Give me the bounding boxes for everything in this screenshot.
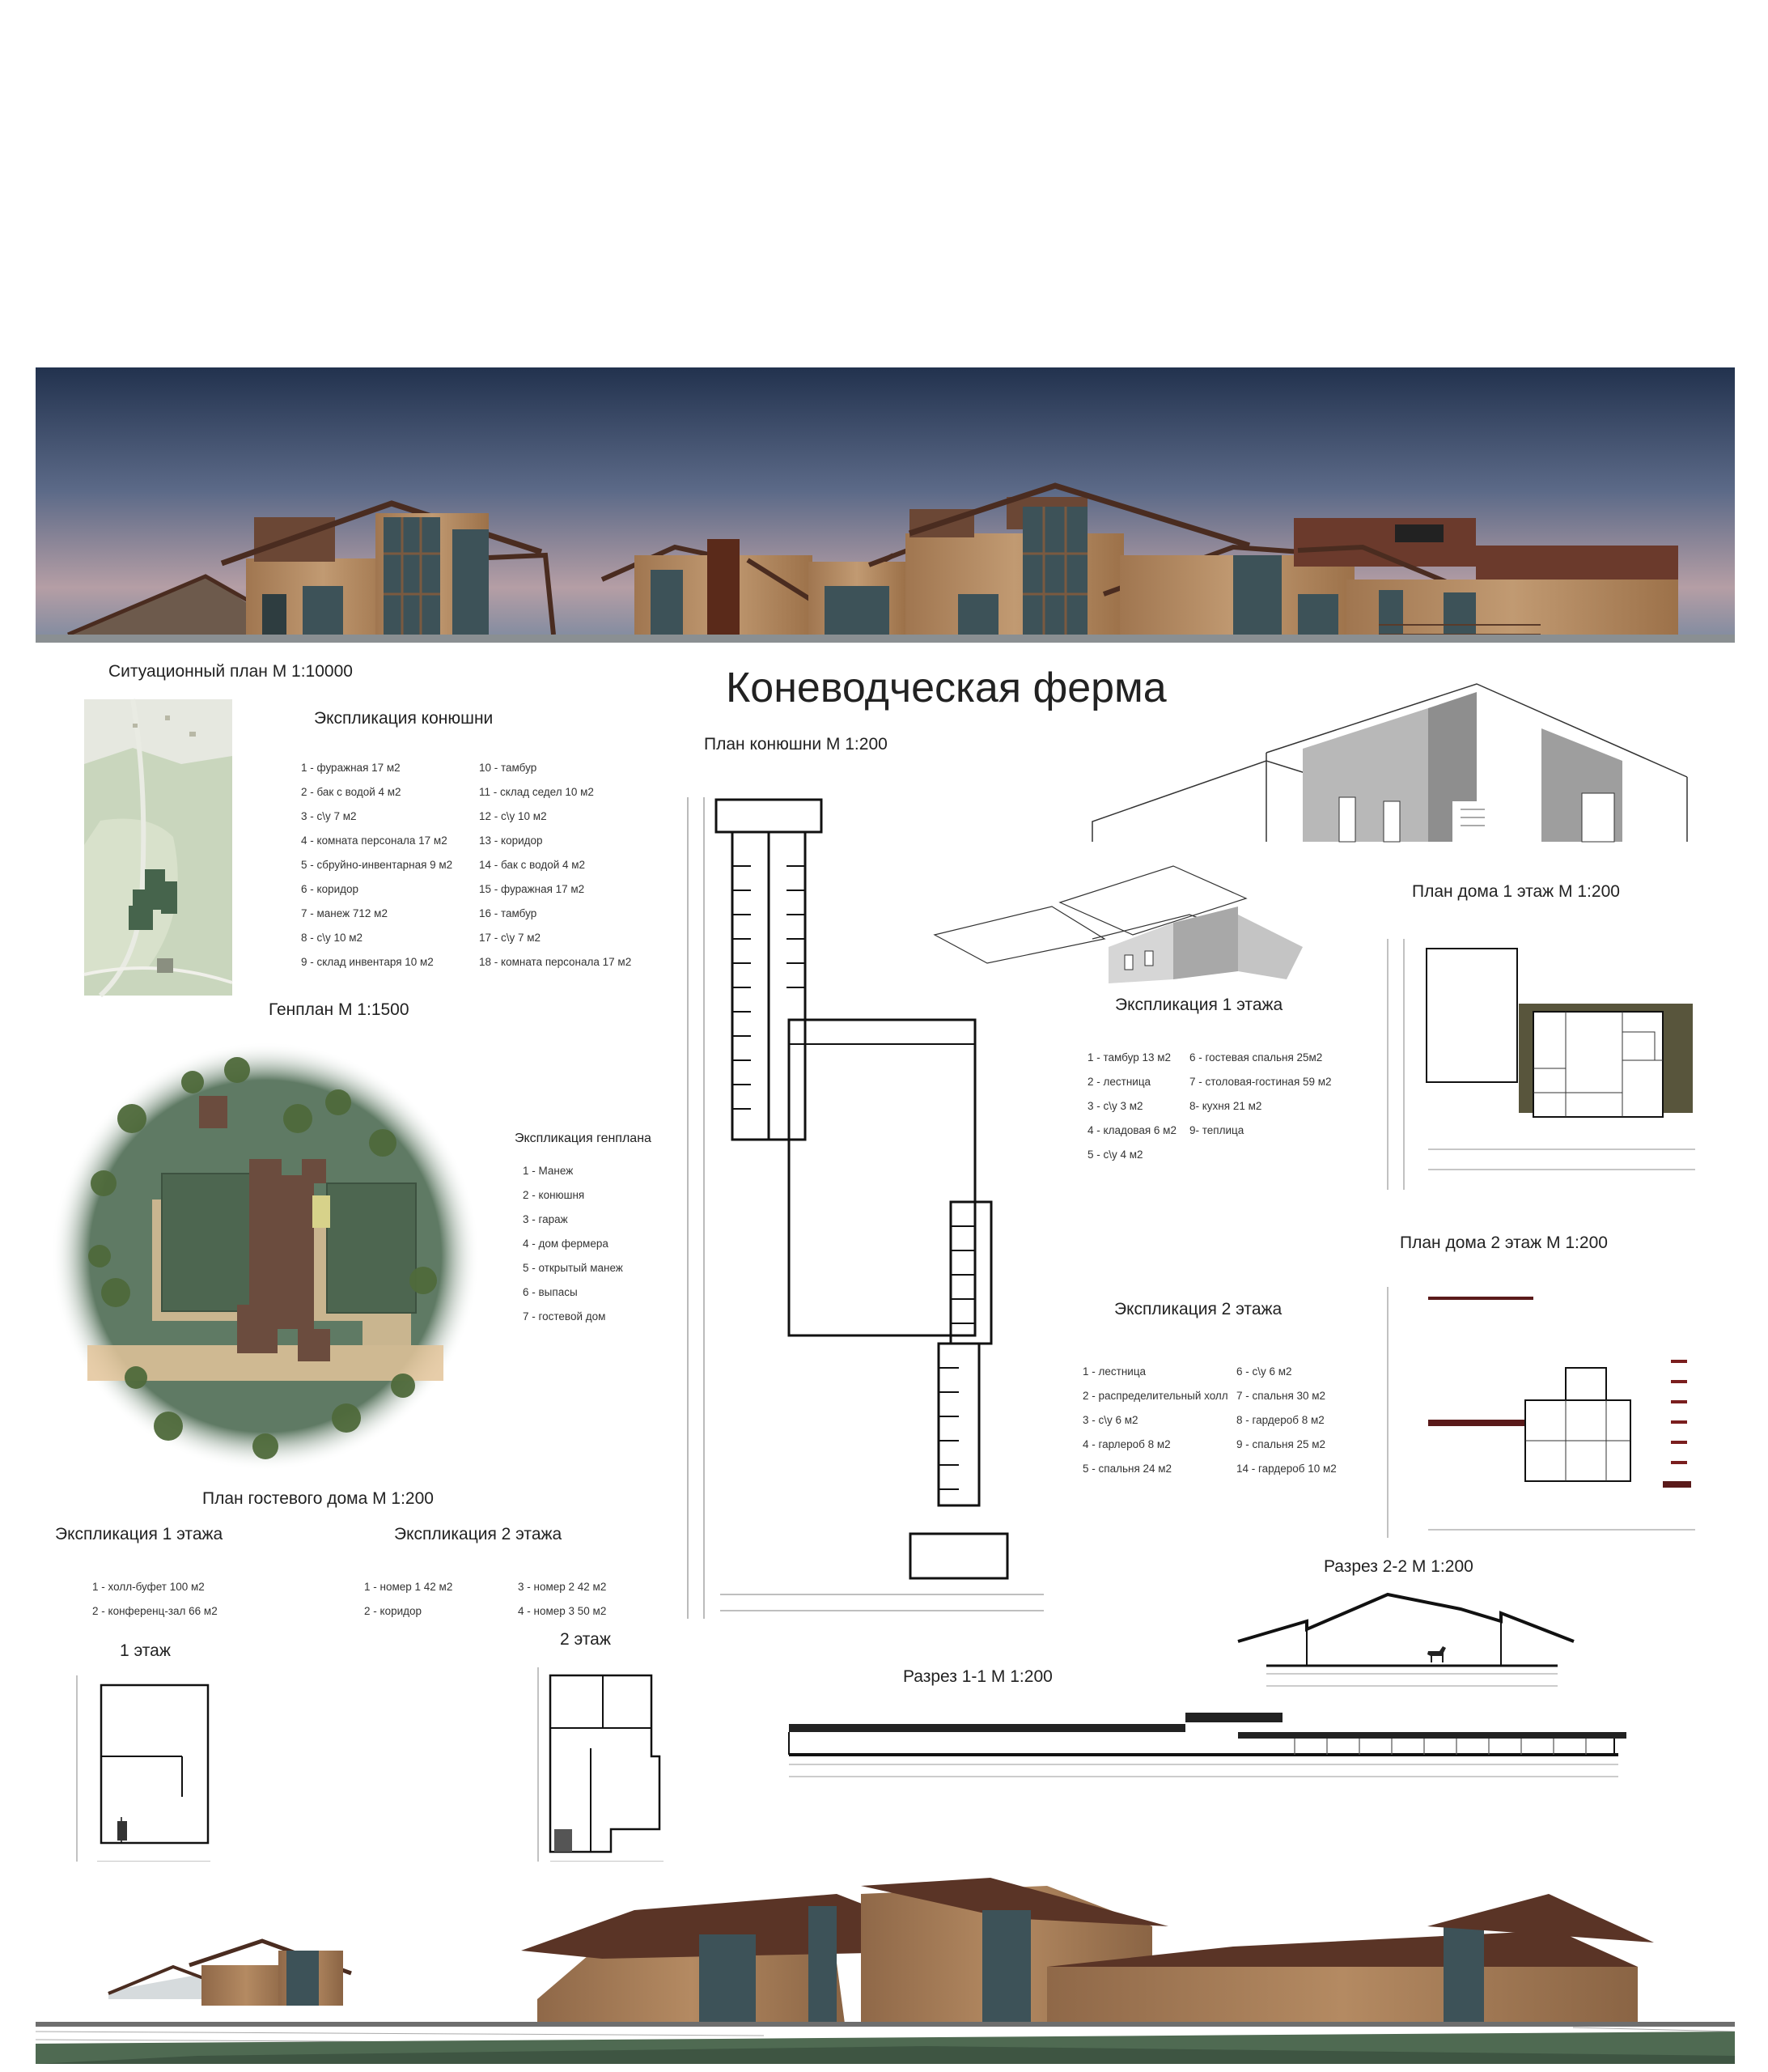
genplan-explication-list xyxy=(523,1159,623,1329)
genplan-site-plan xyxy=(55,1038,476,1475)
section-22-drawing xyxy=(1234,1585,1606,1698)
stable-explication-col2 xyxy=(479,756,631,974)
legend-item: 6 - с\у 6 м2 xyxy=(1236,1365,1292,1378)
legend-item: 5 - открытый манеж xyxy=(523,1262,623,1274)
legend-item: 18 - комната персонала 17 м2 xyxy=(479,956,632,968)
legend-item: 14 - гардероб 10 м2 xyxy=(1236,1463,1337,1475)
legend-item: 4 - номер 3 50 м2 xyxy=(518,1605,607,1617)
legend-item: 15 - фуражная 17 м2 xyxy=(479,883,585,895)
guest-house-plan-title: План гостевого дома М 1:200 xyxy=(202,1489,434,1508)
house-floor2-plan-title: План дома 2 этаж М 1:200 xyxy=(1400,1233,1608,1252)
house-floor1-plan-title: План дома 1 этаж М 1:200 xyxy=(1412,882,1620,901)
horse-icon xyxy=(1427,1646,1446,1662)
house-floor2-explication-col2 xyxy=(1236,1360,1337,1481)
guest-floor1-label: 1 этаж xyxy=(120,1641,171,1660)
legend-item: 6 - выпасы xyxy=(523,1286,578,1298)
genplan-title: Генплан М 1:1500 xyxy=(269,1000,409,1019)
legend-item: 5 - спальня 24 м2 xyxy=(1083,1463,1172,1475)
house-floor1-plan xyxy=(1380,939,1703,1198)
house-floor2-explication-col1 xyxy=(1083,1360,1228,1481)
legend-item: 1 - тамбур 13 м2 xyxy=(1088,1051,1172,1064)
section-22-title: Разрез 2-2 М 1:200 xyxy=(1324,1557,1473,1576)
legend-item: 3 - с\у 6 м2 xyxy=(1083,1414,1138,1426)
legend-item: 14 - бак с водой 4 м2 xyxy=(479,859,586,871)
guest-floor2-plan xyxy=(526,1667,672,1870)
legend-item: 9 - спальня 25 м2 xyxy=(1236,1438,1326,1450)
legend-item: 1 - холл-буфет 100 м2 xyxy=(92,1581,205,1593)
legend-item: 12 - с\у 10 м2 xyxy=(479,810,547,822)
legend-item: 5 - сбруйно-инвентарная 9 м2 xyxy=(301,859,453,871)
legend-item: 2 - конференц-зал 66 м2 xyxy=(92,1605,218,1617)
legend-item: 13 - коридор xyxy=(479,834,543,847)
situation-plan-map xyxy=(84,699,232,996)
legend-item: 9 - склад инвентаря 10 м2 xyxy=(301,956,434,968)
guest-floor2-explication-col2 xyxy=(518,1575,606,1624)
legend-item: 7 - столовая-гостиная 59 м2 xyxy=(1189,1076,1332,1088)
legend-item: 2 - распределительный холл xyxy=(1083,1390,1228,1402)
legend-item: 11 - склад седел 10 м2 xyxy=(479,786,594,798)
legend-item: 2 - коридор xyxy=(364,1605,422,1617)
guest-floor2-explication-title: Экспликация 2 этажа xyxy=(394,1525,562,1543)
legend-item: 10 - тамбур xyxy=(479,762,537,774)
legend-item: 2 - бак с водой 4 м2 xyxy=(301,786,401,798)
guest-floor1-explication-title: Экспликация 1 этажа xyxy=(55,1525,223,1543)
legend-item: 8 - с\у 10 м2 xyxy=(301,932,363,944)
house-axonometric xyxy=(931,858,1367,987)
bottom-render xyxy=(36,1862,1735,2064)
stable-explication-col1 xyxy=(301,756,452,974)
guest-floor2-explication-col1 xyxy=(364,1575,452,1624)
legend-item: 17 - с\у 7 м2 xyxy=(479,932,541,944)
legend-item: 4 - кладовая 6 м2 xyxy=(1088,1124,1177,1136)
page-title: Коневодческая ферма xyxy=(726,664,1167,711)
legend-item: 8 - гардероб 8 м2 xyxy=(1236,1414,1325,1426)
guest-floor1-explication-list xyxy=(92,1575,218,1624)
legend-item: 3 - номер 2 42 м2 xyxy=(518,1581,607,1593)
legend-item: 2 - лестница xyxy=(1088,1076,1151,1088)
legend-item: 3 - с\у 3 м2 xyxy=(1088,1100,1143,1112)
genplan-explication-title: Экспликация генплана xyxy=(515,1132,651,1145)
stable-explication-title: Экспликация конюшни xyxy=(314,709,494,728)
legend-item: 3 - с\у 7 м2 xyxy=(301,810,357,822)
stable-plan-title: План конюшни М 1:200 xyxy=(704,735,888,754)
legend-item: 7 - манеж 712 м2 xyxy=(301,907,388,919)
house-floor1-explication-title: Экспликация 1 этажа xyxy=(1115,996,1283,1014)
guest-floor2-label: 2 этаж xyxy=(560,1630,611,1649)
section-11-drawing xyxy=(744,1700,1659,1797)
legend-item: 6 - коридор xyxy=(301,883,359,895)
house-floor1-explication-col2 xyxy=(1189,1046,1332,1143)
guest-floor1-plan xyxy=(73,1675,218,1870)
legend-item: 7 - гостевой дом xyxy=(523,1310,606,1323)
house-floor2-plan xyxy=(1380,1287,1703,1546)
legend-item: 1 - Манеж xyxy=(523,1165,574,1177)
legend-item: 4 - дом фермера xyxy=(523,1238,608,1250)
section-11-title: Разрез 1-1 М 1:200 xyxy=(903,1667,1053,1686)
legend-item: 16 - тамбур xyxy=(479,907,537,919)
legend-item: 9- теплица xyxy=(1189,1124,1244,1136)
legend-item: 7 - спальня 30 м2 xyxy=(1236,1390,1326,1402)
legend-item: 4 - комната персонала 17 м2 xyxy=(301,834,447,847)
legend-item: 5 - с\у 4 м2 xyxy=(1088,1149,1143,1161)
situation-plan-title: Ситуационный план М 1:10000 xyxy=(108,662,353,681)
legend-item: 2 - конюшня xyxy=(523,1189,585,1201)
legend-item: 1 - лестница xyxy=(1083,1365,1147,1378)
house-section-perspective xyxy=(1088,680,1687,842)
house-floor1-explication-col1 xyxy=(1088,1046,1177,1167)
banner-render xyxy=(36,367,1735,643)
legend-item: 1 - фуражная 17 м2 xyxy=(301,762,401,774)
legend-item: 6 - гостевая спальня 25м2 xyxy=(1189,1051,1323,1064)
legend-item: 4 - гарлероб 8 м2 xyxy=(1083,1438,1171,1450)
legend-item: 1 - номер 1 42 м2 xyxy=(364,1581,453,1593)
legend-item: 8- кухня 21 м2 xyxy=(1189,1100,1262,1112)
legend-item: 3 - гараж xyxy=(523,1213,568,1225)
house-floor2-explication-title: Экспликация 2 этажа xyxy=(1114,1300,1283,1318)
